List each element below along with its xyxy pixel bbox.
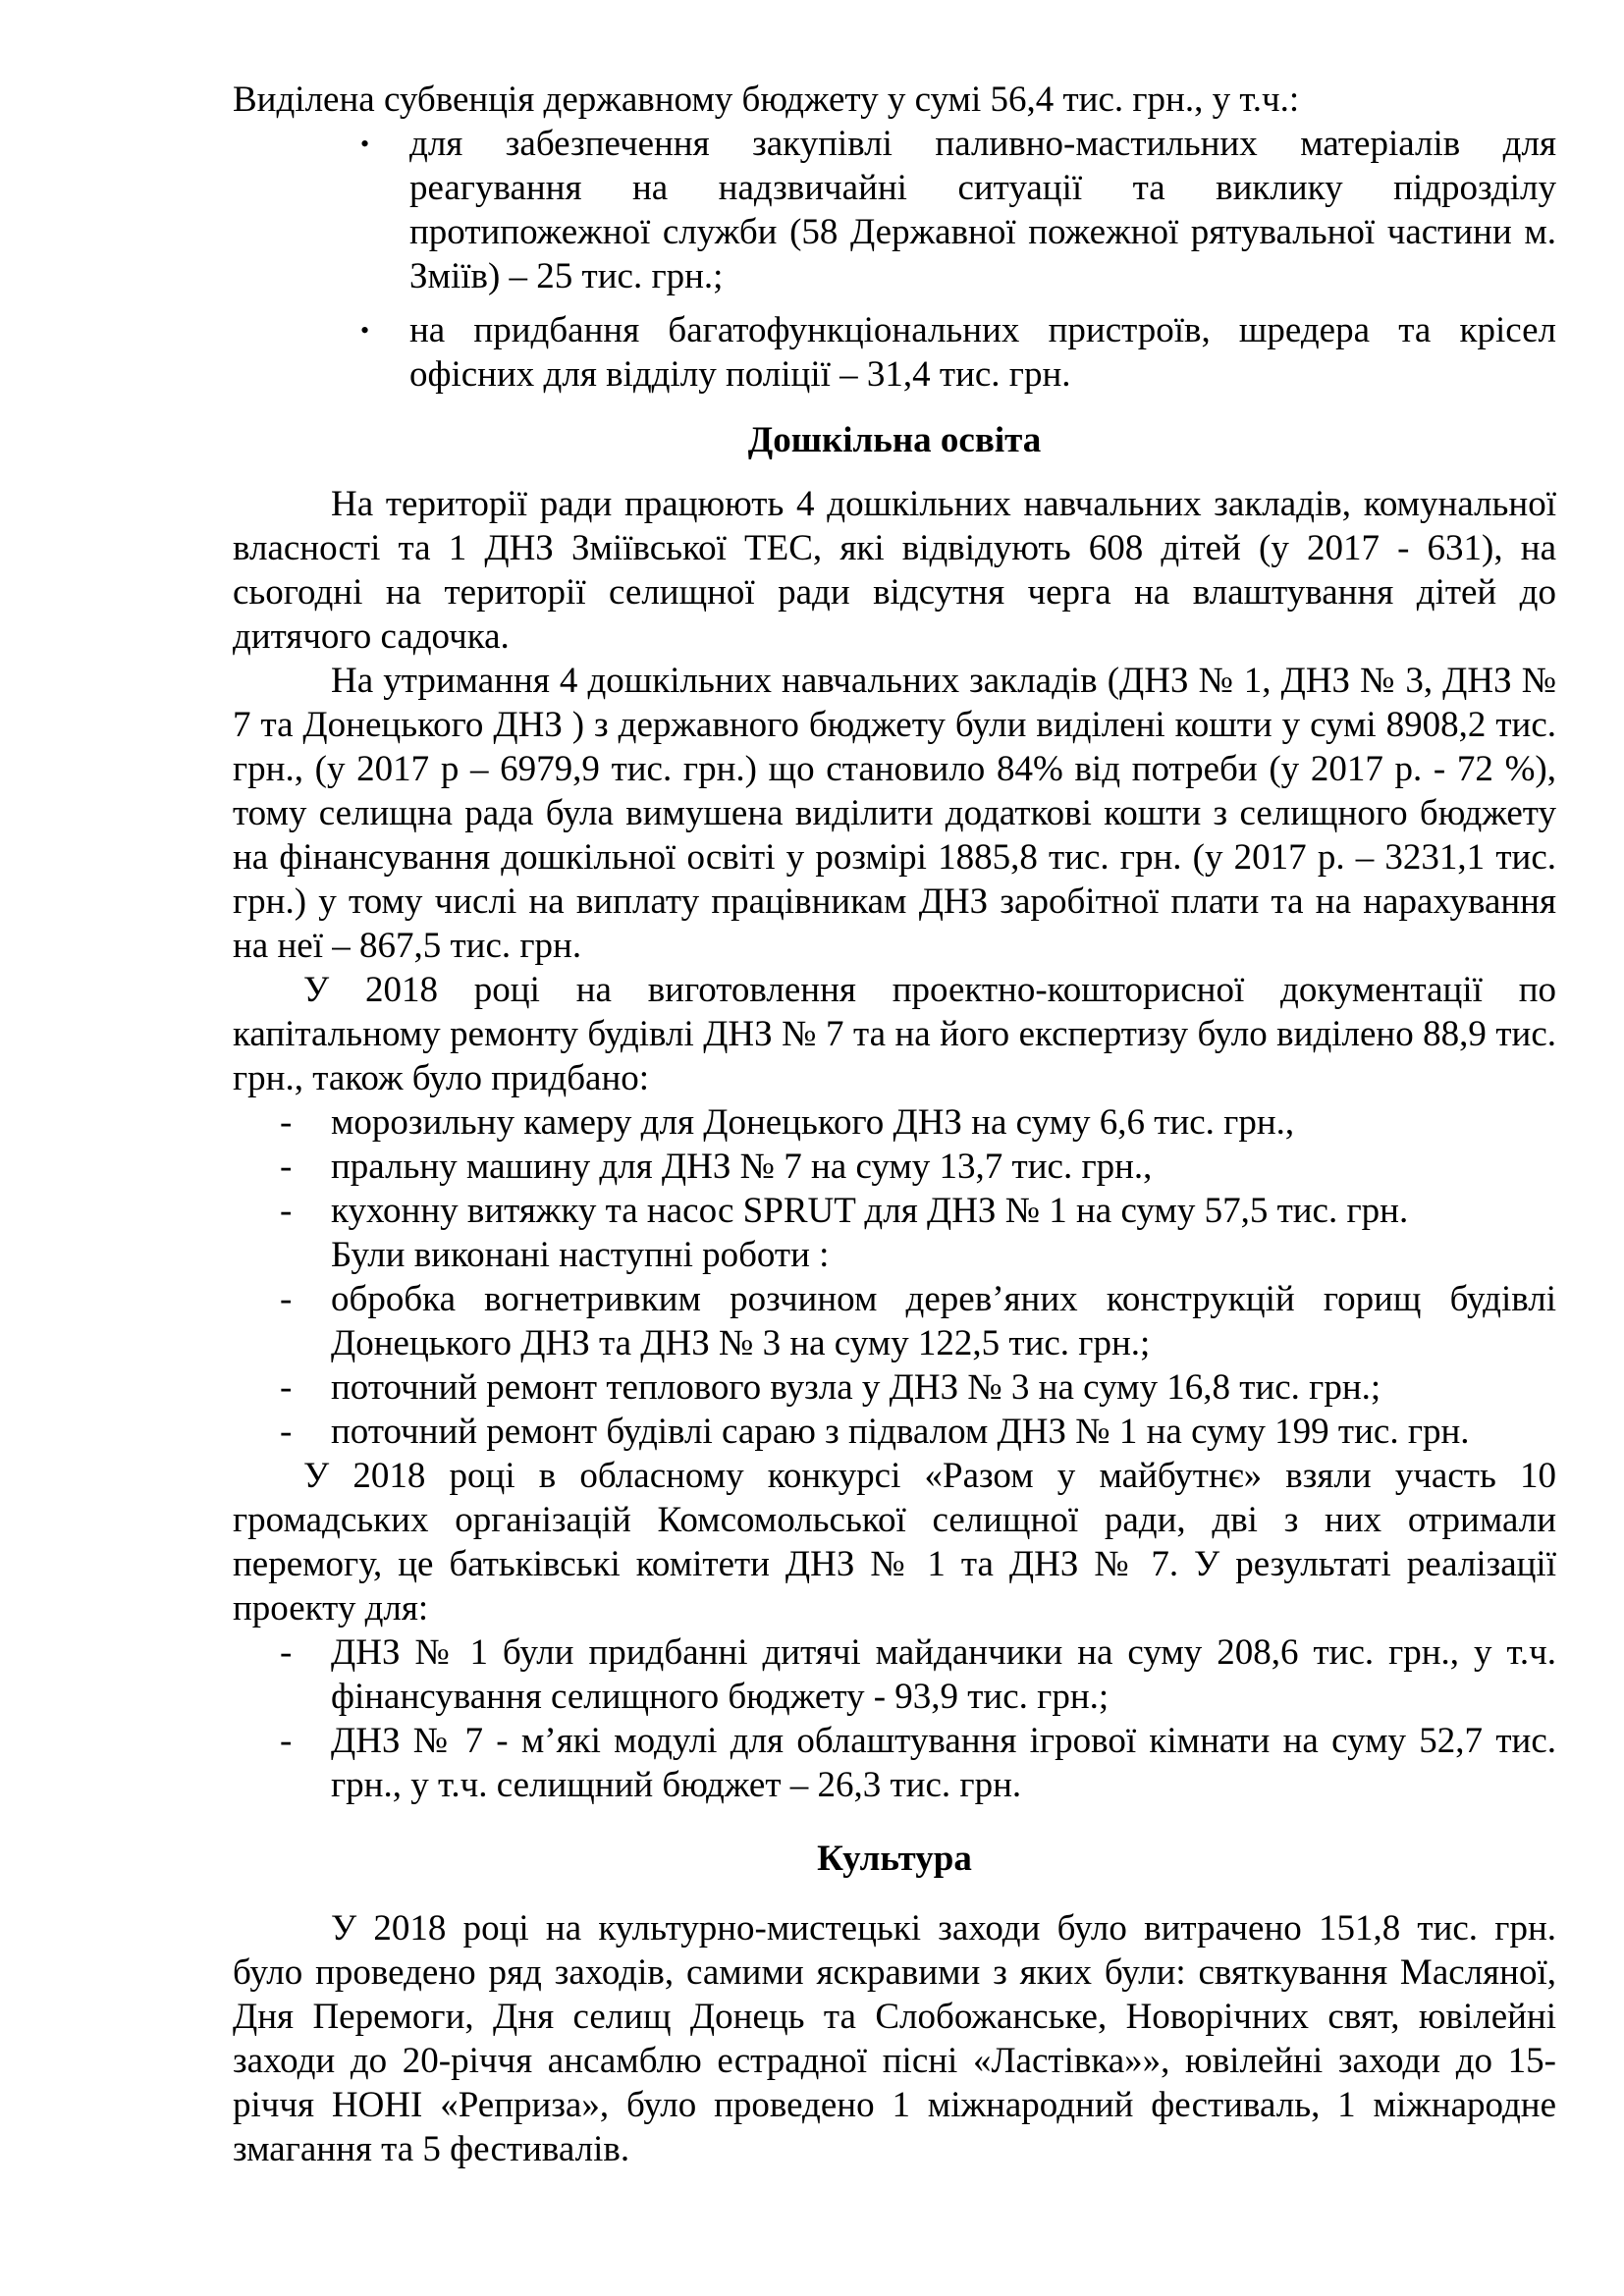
preschool-paragraph-2: На утримання 4 дошкільних навчальних закладів (ДНЗ № 1, ДНЗ № 3, ДНЗ № 7 та Донецького ДНЗ ) з державного бюджету були виділені кошти у сумі 8908,2 тис. грн., (у 2017 р – 6979,9 тис. грн.) що становило 84% від потреби (у 2017 р. - 72 %), тому селищна рада була вимушена виділити додаткові кошти з селищного бюджету на фінансування дошкільної освіті у розмірі 1885,8 тис. грн. (у 2017 р. – 3231,1 тис. грн.) у тому числі на виплату працівникам ДНЗ заробітної плати та на нарахування на неї – 867,5 тис. грн. xyxy=(233,661,1556,966)
works-list xyxy=(233,1277,1556,1454)
dash-marker: - xyxy=(280,1147,293,1187)
list-item-text: ДНЗ № 1 були придбанні дитячі майданчики на суму 208,6 тис. грн., у т.ч. фінансування селищного бюджету - 93,9 тис. грн.; xyxy=(331,1632,1556,1717)
dash-marker: - xyxy=(280,1412,293,1452)
culture-paragraph-1: У 2018 році на культурно-мистецькі заходи було витрачено 151,8 тис. грн. було проведено ряд заходів, самими яскравими з яких були: святкування Масляної, Дня Перемоги, Дня селищ Донець та Слобожанське, Новорічних свят, ювілейні заходи до 20-річчя ансамблю естрадної пісні «Ластівка»», ювілейні заходи до 15-річчя НОНІ «Реприза», було проведено 1 міжнародний фестиваль, 1 міжнародне змагання та 5 фестивалів. xyxy=(233,1908,1556,2169)
list-item xyxy=(360,122,1556,298)
works-intro: Були виконані наступні роботи : xyxy=(331,1235,830,1275)
list-item xyxy=(280,1189,1556,1233)
list-item-text: морозильну камеру для Донецького ДНЗ на суму 6,6 тис. грн., xyxy=(331,1102,1295,1143)
preschool-paragraph-1: На території ради працюють 4 дошкільних навчальних закладів, комунальної власності та 1 ДНЗ Зміївської ТЕС, які відвідують 608 дітей (у 2017 - 631), на сьогодні на території селищної ради відсутня черга на влаштування дітей до дитячого садочка. xyxy=(233,484,1556,657)
list-item-text: пральну машину для ДНЗ № 7 на суму 13,7 тис. грн., xyxy=(331,1147,1153,1187)
dash-marker: - xyxy=(280,1367,293,1408)
list-item-text: поточний ремонт теплового вузла у ДНЗ № 3 на суму 16,8 тис. грн.; xyxy=(331,1367,1381,1408)
subvention-list xyxy=(233,122,1556,397)
results-list xyxy=(233,1630,1556,1807)
list-item xyxy=(280,1145,1556,1189)
dash-marker: - xyxy=(280,1721,293,1761)
section-heading-preschool: Дошкільна освіта xyxy=(747,420,1042,460)
dash-marker: - xyxy=(280,1102,293,1143)
document-page xyxy=(233,78,1556,2171)
list-item-text: кухонну витяжку та насос SPRUT для ДНЗ № 1 на суму 57,5 тис. грн. xyxy=(331,1191,1409,1231)
preschool-paragraph-3: У 2018 році на виготовлення проектно-кошторисної документації по капітальному ремонту будівлі ДНЗ № 7 та на його експертизу було виділено 88,9 тис. грн., також було придбано: xyxy=(233,970,1556,1098)
list-item xyxy=(280,1719,1556,1807)
list-item xyxy=(280,1365,1556,1410)
list-item xyxy=(280,1277,1556,1365)
list-item xyxy=(280,1410,1556,1454)
dash-marker: - xyxy=(280,1191,293,1231)
list-item-text: ДНЗ № 7 - м’які модулі для облаштування ігрової кімнати на суму 52,7 тис. грн., у т.ч. селищний бюджет – 26,3 тис. грн. xyxy=(331,1721,1556,1805)
section-heading-culture: Культура xyxy=(817,1839,972,1879)
bullet-marker: • xyxy=(360,316,370,345)
list-item xyxy=(280,1100,1556,1145)
intro-paragraph: Виділена субвенція державному бюджету у сумі 56,4 тис. грн., у т.ч.: xyxy=(233,80,1300,120)
list-item xyxy=(280,1630,1556,1719)
list-item xyxy=(360,308,1556,397)
list-item-text: обробка вогнетривким розчином дерев’яних конструкцій горищ будівлі Донецького ДНЗ та ДНЗ № 3 на суму 122,5 тис. грн.; xyxy=(331,1279,1556,1363)
preschool-paragraph-4: У 2018 році в обласному конкурсі «Разом у майбутнє» взяли участь 10 громадських організацій Комсомольської селищної ради, дві з них отримали перемогу, це батьківські комітети ДНЗ № 1 та ДНЗ № 7. У результаті реалізації проекту для: xyxy=(233,1456,1556,1629)
dash-marker: - xyxy=(280,1279,293,1319)
list-item-text: поточний ремонт будівлі сараю з підвалом ДНЗ № 1 на суму 199 тис. грн. xyxy=(331,1412,1470,1452)
purchases-list xyxy=(233,1100,1556,1233)
list-item-text: для забезпечення закупівлі паливно-мастильних матеріалів для реагування на надзвичайні ситуації та виклику підрозділу протипожежної служби (58 Державної пожежної рятувальної частини м. Зміїв) – 25 тис. грн.; xyxy=(409,124,1556,296)
list-item-text: на придбання багатофункціональних пристроїв, шредера та крісел офісних для відділу поліції – 31,4 тис. грн. xyxy=(409,310,1556,395)
bullet-marker: • xyxy=(360,130,370,158)
dash-marker: - xyxy=(280,1632,293,1673)
